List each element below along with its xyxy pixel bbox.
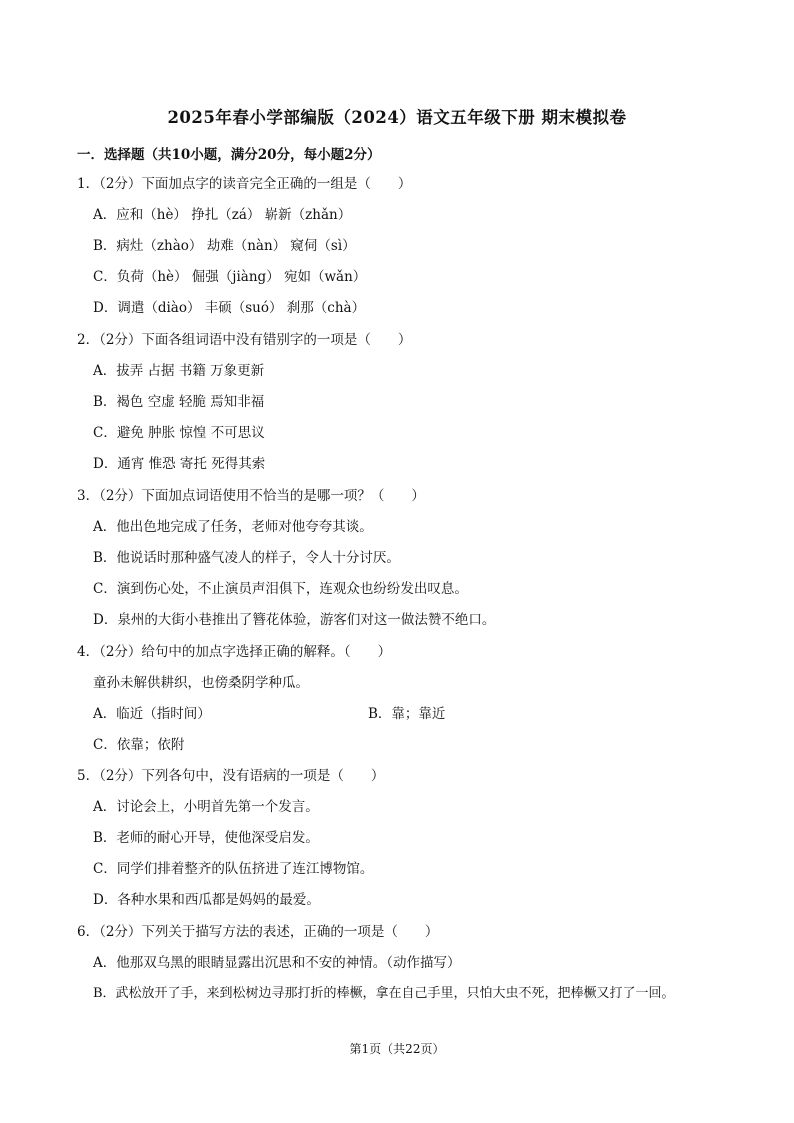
question-1-option-d: D．调遣（diào） 丰硕（suó） 刹那（chà） (93, 300, 366, 316)
question-3-option-d: D．泉州的大街小巷推出了簪花体验，游客们对这一做法赞不绝口。 (93, 612, 496, 628)
question-4-option-b: B．靠；靠近 (368, 706, 446, 722)
question-2-option-c: C．避免 肿胀 惊惶 不可思议 (93, 425, 265, 441)
question-5-stem: 5．（2分）下列各句中，没有语病的一项是（ ） (77, 768, 385, 784)
question-3-option-a: A．他出色地完成了任务，老师对他夸夸其谈。 (93, 519, 373, 535)
question-1-stem: 1．（2分）下面加点字的读音完全正确的一组是（ ） (77, 176, 412, 192)
question-6-option-b: B．武松放开了手，来到松树边寻那打折的棒橛，拿在自己手里，只怕大虫不死，把棒橛又打了一回。 (93, 986, 675, 1001)
question-3-option-b: B．他说话时那种盛气凌人的样子，令人十分讨厌。 (93, 550, 400, 566)
question-2-option-d: D．通宵 惟恐 寄托 死得其索 (93, 456, 266, 472)
question-1-option-b: B．病灶（zhào） 劫难（nàn） 窥伺（sì） (93, 238, 356, 254)
question-4-option-c: C．依靠；依附 (93, 737, 185, 753)
page-footer: 第1页（共22页） (349, 1042, 445, 1056)
question-2-option-a: A．拔弄 占据 书籍 万象更新 (93, 363, 265, 379)
question-2-stem: 2．（2分）下面各组词语中没有错别字的一项是（ ） (77, 332, 412, 348)
question-3-stem: 3．（2分）下面加点词语使用不恰当的是哪一项？（ ） (77, 488, 425, 504)
question-6-option-a: A．他那双乌黑的眼睛显露出沉思和不安的神情。（动作描写） (93, 955, 461, 971)
question-3-option-c: C．演到伤心处，不止演员声泪俱下，连观众也纷纷发出叹息。 (93, 581, 468, 597)
page-title: 2025年春小学部编版（2024）语文五年级下册 期末模拟卷 (167, 108, 627, 127)
section-heading: 一．选择题（共10小题，满分20分，每小题2分） (77, 147, 381, 163)
question-5-option-c: C．同学们排着整齐的队伍挤进了连江博物馆。 (93, 861, 374, 877)
question-6-stem: 6．（2分）下列关于描写方法的表述，正确的一项是（ ） (77, 924, 439, 940)
question-5-option-a: A．讨论会上，小明首先第一个发言。 (93, 799, 319, 815)
question-2-option-b: B．褐色 空虚 轻脆 焉知非福 (93, 394, 265, 410)
question-4-option-a: A．临近（指时间） (93, 706, 211, 722)
question-1-option-c: C．负荷（hè） 倔强（jiàng） 宛如（wǎn） (93, 269, 367, 285)
question-5-option-d: D．各种水果和西瓜都是妈妈的最爱。 (93, 892, 320, 908)
question-1-option-a: A．应和（hè） 挣扎（zá） 崭新（zhǎn） (93, 207, 352, 223)
question-4-stem: 4．（2分）给句中的加点字选择正确的解释。（ ） (77, 644, 392, 660)
question-5-option-b: B．老师的耐心开导，使他深受启发。 (93, 830, 319, 846)
question-4-sentence: 童孙未解供耕织，也傍桑阴学种瓜。 (93, 675, 309, 691)
